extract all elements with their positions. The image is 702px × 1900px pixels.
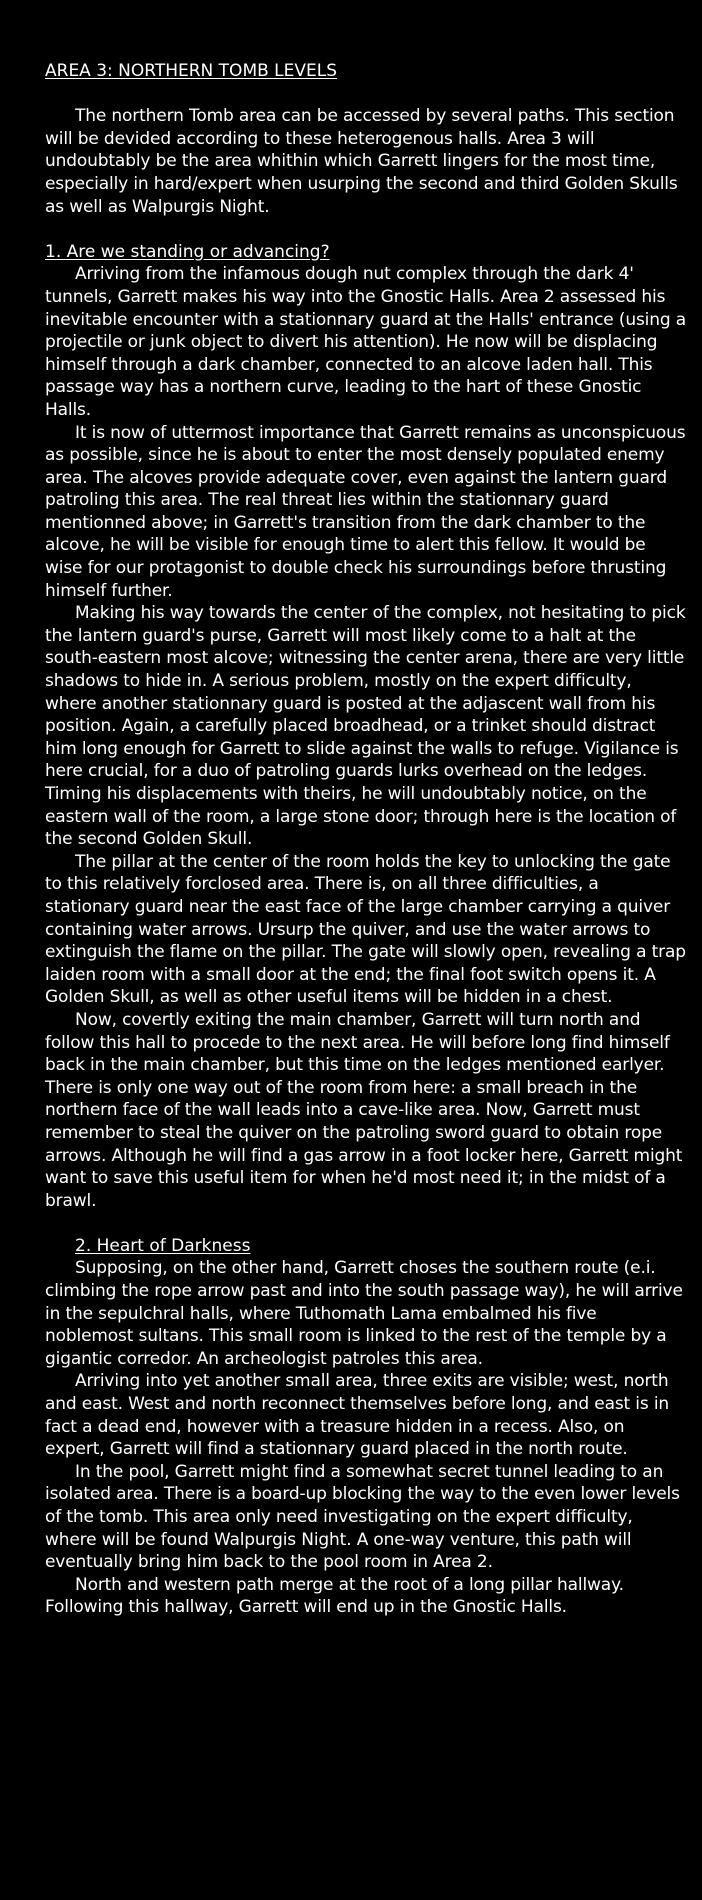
section-2-paragraph: North and western path merge at the root of a long pillar hallway. Following this hallway, Garrett will end up in the Gnostic Halls. — [45, 1574, 624, 1618]
section-2-heading-text: 2. Heart of Darkness — [75, 1235, 251, 1256]
section-1-paragraph: It is now of uttermost importance that Garrett remains as unconspicuous as possible, since he is about to enter the most densely populated enemy area. The alcoves provide adequate cover, even against the lantern guard patroling this area. The real threat lies within the stationnary guard mentionned above; in Garrett's transition from the dark chamber to the alcove, he will be visible for enough time to alert this fellow. It would be wise for our protagonist to double check his surroundings before thrusting himself further. — [45, 422, 686, 601]
intro-paragraph: The northern Tomb area can be accessed by several paths. This section will be devided according to these heterogenous halls. Area 3 will undoubtably be the area whithin which Garrett lingers for the most time, especially in hard/expert when usurping the second and third Golden Skulls as well as Walpurgis Night. — [45, 106, 678, 217]
page-title: AREA 3: NORTHERN TOMB LEVELS — [45, 61, 338, 81]
spacer — [45, 1212, 688, 1235]
section-2-paragraph: Arriving into yet another small area, three exits are visible; west, north and east. West and north reconnect themselves before long, and east is in fact a dead end, however with a treasure hidden in a recess. Also, on expert, Garrett will find a stationnary guard placed in the north route. — [45, 1371, 670, 1460]
section-2-paragraph: Supposing, on the other hand, Garrett choses the southern route (e.i. climbing the rope arrow past and into the south passage way), he will arrive in the sepulchral halls, where Tuthomath Lama embalmed his five noblemost sultans. This small room is linked to the rest of the temple by a gigantic corredor. An archeologist patroles this area. — [45, 1258, 683, 1369]
spacer — [45, 83, 688, 106]
section-2-heading — [45, 1235, 688, 1258]
section-1-paragraph: Making his way towards the center of the complex, not hesitating to pick the lantern guard's purse, Garrett will most likely come to a halt at the south-eastern most alcove; witnessing the center arena, there are very little shadows to hide in. A serious problem, mostly on the expert difficulty, where another stationnary guard is posted at the adjascent wall from his position. Again, a carefully placed broadhead, or a trinket should distract him long enough for Garrett to slide against the walls to refuge. Vigilance is here crucial, for a duo of patroling guards lurks overhead on the ledges. Timing his displacements with theirs, he will undoubtably notice, on the eastern wall of the room, a large stone door; through here is the location of the second Golden Skull. — [45, 603, 686, 850]
section-1-paragraph: Now, covertly exiting the main chamber, Garrett will turn north and follow this hall to procede to the next area. He will before long find himself back in the main chamber, but this time on the ledges mentioned earlyer. There is only one way out of the room from here: a small breach in the northern face of the wall leads into a cave-like area. Now, Garrett must remember to steal the quiver on the patroling sword guard to obtain rope arrows. Although he will find a gas arrow in a foot locker here, Garrett might want to save this useful item for when he'd most need it; in the midst of a brawl. — [45, 1009, 683, 1211]
section-2-paragraph: In the pool, Garrett might find a somewhat secret tunnel leading to an isolated area. There is a board-up blocking the way to the even lower levels of the tomb. This area only need investigating on the expert difficulty, where will be found Walpurgis Night. A one-way venture, this path will eventually bring him back to the pool room in Area 2. — [45, 1461, 680, 1573]
section-1-paragraph: Arriving from the infamous dough nut complex through the dark 4' tunnels, Garrett makes his way into the Gnostic Halls. Area 2 assessed his inevitable encounter with a stationnary guard at the Halls' entrance (using a projectile or junk object to divert his attention). He now will be displacing himself through a dark chamber, connected to an alcove laden hall. This passage way has a northern curve, leading to the hart of these Gnostic Halls. — [45, 264, 687, 420]
section-1-paragraph: The pillar at the center of the room holds the key to unlocking the gate to this relatively forclosed area. There is, on all three difficulties, a stationary guard near the east face of the large chamber carrying a quiver containing water arrows. Ursurp the quiver, and use the water arrows to extinguish the flame on the pillar. The gate will slowly open, revealing a trap laiden room with a small door at the end; the final foot switch opens it. A Golden Skull, as well as other useful items will be hidden in a chest. — [45, 851, 686, 1008]
spacer — [45, 218, 688, 241]
section-1-heading: 1. Are we standing or advancing? — [45, 241, 330, 262]
